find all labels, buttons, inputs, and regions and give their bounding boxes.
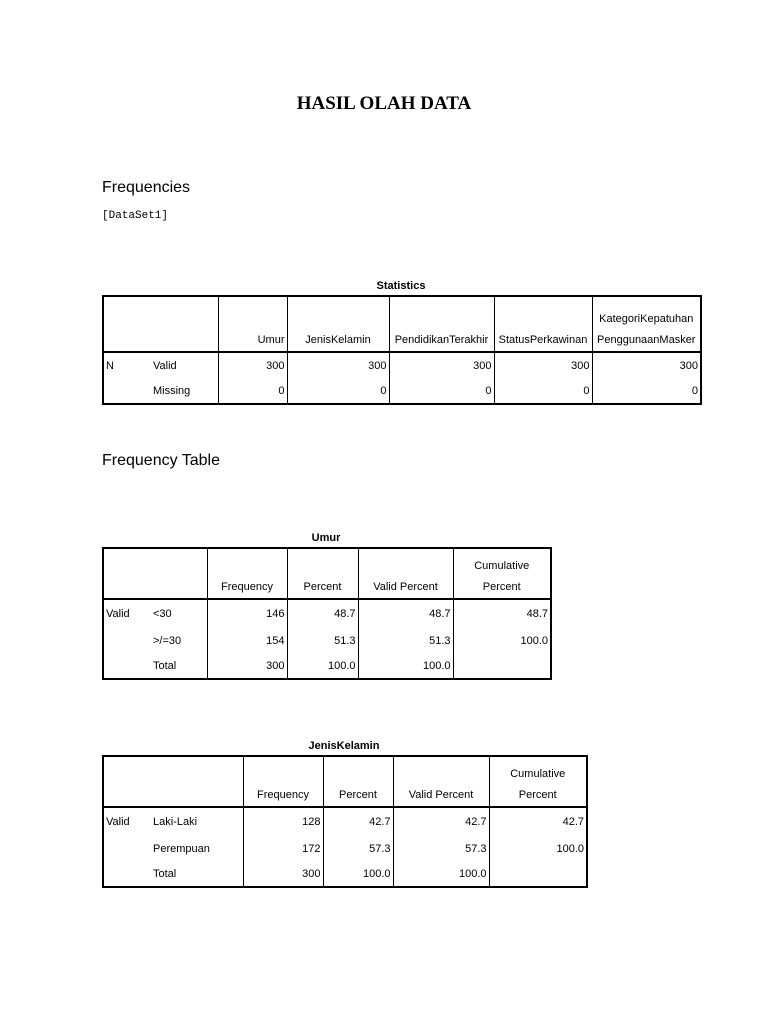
umur-table (102, 547, 552, 680)
table-cell: 154 (207, 627, 287, 654)
table-cell: 100.0 (453, 627, 551, 654)
row-label: Valid (153, 360, 177, 372)
row-label: Missing (153, 385, 191, 397)
table-cell: 51.3 (287, 627, 358, 654)
column-header: PendidikanTerakhir (389, 296, 494, 352)
table-cell: 300 (218, 352, 287, 379)
row-group-empty (103, 379, 151, 404)
table-row (103, 379, 701, 404)
row-label: Total (153, 868, 177, 880)
table-cell: 300 (207, 654, 287, 679)
column-header: Percent (287, 548, 358, 599)
header-empty (151, 756, 243, 807)
header-empty (103, 296, 151, 352)
row-group-label: N (106, 360, 114, 372)
table-cell: 300 (494, 352, 592, 379)
table-cell: 300 (243, 862, 323, 887)
table-row (103, 807, 587, 835)
column-header: Valid Percent (393, 756, 489, 807)
statistics-table (102, 295, 702, 405)
table-cell: 57.3 (323, 835, 393, 862)
table-cell: 146 (207, 599, 287, 627)
row-label: <30 (153, 607, 172, 620)
table-cell (453, 654, 551, 679)
column-header: Cumulative Percent (489, 756, 587, 807)
table-cell: 172 (243, 835, 323, 862)
umur-caption: Umur (311, 532, 341, 544)
header-empty (103, 548, 151, 599)
column-header: Valid Percent (358, 548, 453, 599)
header-empty (151, 296, 218, 352)
row-group-empty (103, 862, 151, 887)
table-cell: 48.7 (287, 599, 358, 627)
table-row (103, 352, 701, 379)
table-cell: 128 (243, 807, 323, 835)
jeniskelamin-caption: JenisKelamin (308, 740, 380, 752)
table-cell: 0 (389, 379, 494, 404)
row-label: Laki-Laki (153, 815, 198, 828)
column-header: KategoriKepatuhan PenggunaanMasker (592, 296, 701, 352)
row-group-label: Valid (106, 607, 130, 620)
column-header: Frequency (243, 756, 323, 807)
column-header: Cumulative Percent (453, 548, 551, 599)
column-header: Percent (323, 756, 393, 807)
table-cell: 48.7 (358, 599, 453, 627)
table-row (103, 862, 587, 887)
row-label: Total (153, 660, 177, 672)
table-cell: 0 (287, 379, 389, 404)
frequency-table-heading: Frequency Table (102, 452, 220, 469)
table-cell: 300 (592, 352, 701, 379)
table-row (103, 599, 551, 627)
table-cell: 51.3 (358, 627, 453, 654)
table-cell: 42.7 (393, 807, 489, 835)
header-empty (103, 756, 151, 807)
jeniskelamin-table (102, 755, 588, 888)
column-header: JenisKelamin (287, 296, 389, 352)
table-cell: 100.0 (489, 835, 587, 862)
table-cell: 300 (389, 352, 494, 379)
table-cell: 100.0 (287, 654, 358, 679)
table-cell: 42.7 (323, 807, 393, 835)
table-cell: 100.0 (393, 862, 489, 887)
table-cell: 57.3 (393, 835, 489, 862)
table-cell (489, 862, 587, 887)
row-group-empty (103, 627, 151, 654)
table-cell: 100.0 (358, 654, 453, 679)
statistics-caption: Statistics (376, 280, 426, 292)
column-header: Umur (218, 296, 287, 352)
table-cell: 42.7 (489, 807, 587, 835)
row-label: >/=30 (153, 634, 182, 647)
row-group-empty (103, 835, 151, 862)
column-header: StatusPerkawinan (494, 296, 592, 352)
dataset-label: [DataSet1] (102, 210, 169, 222)
table-cell: 48.7 (453, 599, 551, 627)
table-cell: 0 (494, 379, 592, 404)
table-row (103, 627, 551, 654)
column-header: Frequency (207, 548, 287, 599)
frequencies-heading: Frequencies (102, 179, 191, 196)
table-cell: 300 (287, 352, 389, 379)
table-cell: 0 (592, 379, 701, 404)
table-row (103, 835, 587, 862)
table-cell: 0 (218, 379, 287, 404)
row-group-empty (103, 654, 151, 679)
row-group-label: Valid (106, 815, 130, 828)
table-cell: 100.0 (323, 862, 393, 887)
table-row (103, 654, 551, 679)
header-empty (151, 548, 207, 599)
row-label: Perempuan (153, 842, 210, 855)
page-title: HASIL OLAH DATA (296, 93, 472, 114)
